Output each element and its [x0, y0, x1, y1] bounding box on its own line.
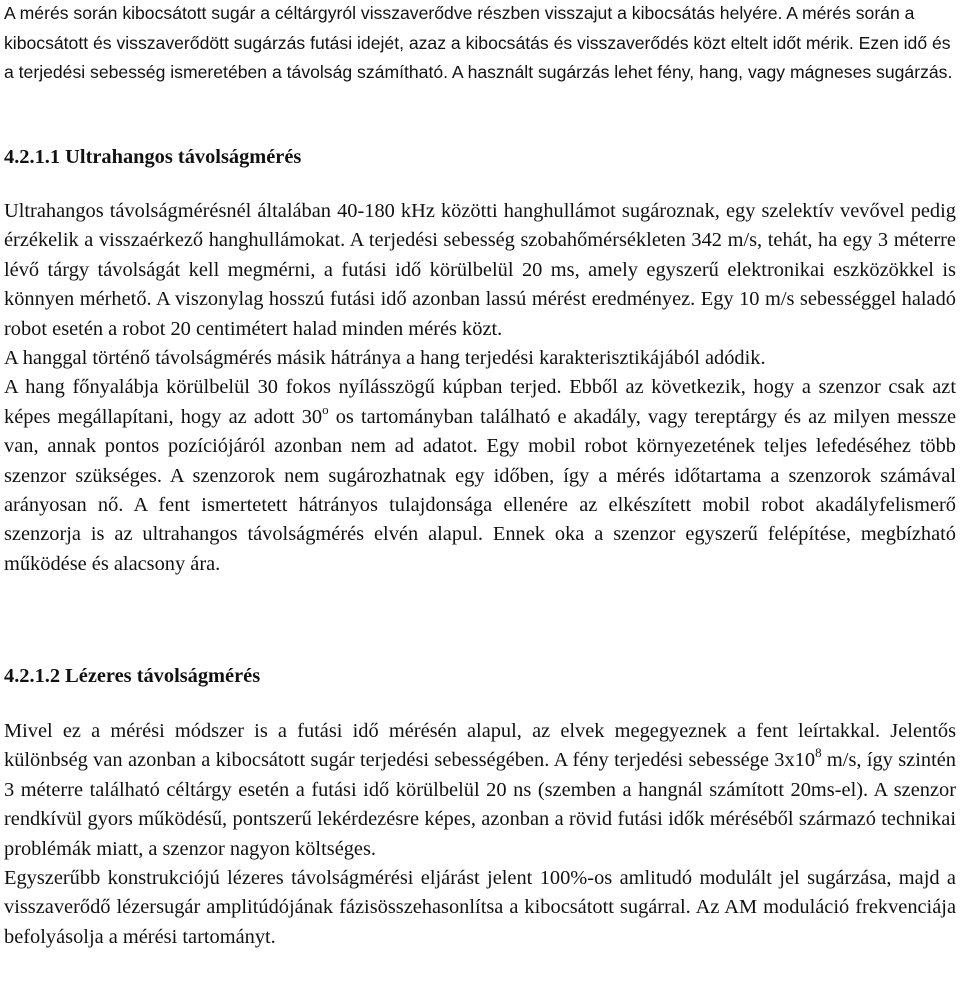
- section-heading-laser: 4.2.1.2 Lézeres távolságmérés: [4, 665, 261, 687]
- ultrasonic-paragraph-2: A hanggal történő távolságmérés másik hátránya a hang terjedési karakterisztikájából adódik.: [4, 347, 766, 370]
- degree-superscript: o: [322, 401, 329, 417]
- laser-section-body: [4, 717, 956, 952]
- ultrasonic-paragraph-3: [4, 373, 956, 579]
- ultrasonic-paragraph-3-text-a: A hang főnyalábja körülbelül 30 fokos nyílásszögű kúpban terjed. Ebből az következik, hogy a szenzor csak azt képes megállapítani, hogy az adott 30: [4, 376, 956, 428]
- laser-paragraph-1: [4, 717, 956, 864]
- laser-paragraph-2: Egyszerűbb konstrukciójú lézeres távolságmérési eljárást jelent 100%-os amlitudó modulált jel sugárzása, majd a visszaverődő lézersugár amplitúdójának fázisösszehasonlítsa a kibocsátott sugárral. Az AM moduláció frekvenciája befolyásolja a mérési tartományt.: [4, 867, 956, 948]
- intro-paragraph: A mérés során kibocsátott sugár a céltárgyról visszaverődve részben visszajut a kibocsátás helyére. A mérés során a kibocsátott és visszaverődött sugárzás futási idejét, azaz a kibocsátás és visszaverődés közt eltelt időt mérik. Ezen idő és a terjedési sebesség ismeretében a távolság számítható. A használt sugárzás lehet fény, hang, vagy mágneses sugárzás.: [4, 3, 953, 83]
- ultrasonic-section-body: [4, 197, 956, 579]
- laser-paragraph-1-text-b: m/s, így szintén 3 méterre található céltárgy esetén a futási idő körülbelül 20 ns (szemben a hangnál számított 20ms-el). A szenzor rendkívül gyors működésű, pontszerű lekérdezésre képes, azonban a rövid futási idők méréséből származó technikai problémák miatt, a szenzor nagyon költséges.: [4, 749, 956, 860]
- ultrasonic-paragraph-1: Ultrahangos távolságmérésnél általában 40-180 kHz közötti hanghullámot sugároznak, egy szelektív vevővel pedig érzékelik a visszaérkező hanghullámokat. A terjedési sebesség szobahőmérsékleten 342 m/s, tehát, ha egy 3 méterre lévő tárgy távolságát kell megmérni, a futási idő körülbelül 20 ms, amely egyszerű elektronikai eszközökkel is könnyen mérhető. A viszonylag hosszú futási idő azonban lassú mérést eredményez. Egy 10 m/s sebességgel haladó robot esetén a robot 20 centimétert halad minden mérés közt.: [4, 200, 956, 340]
- exponent-superscript: 8: [815, 745, 822, 761]
- laser-paragraph-1-text-a: Mivel ez a mérési módszer is a futási idő mérésén alapul, az elvek megegyeznek a fent leírtakkal. Jelentős különbség van azonban a kibocsátott sugár terjedési sebességében. A fény terjedési sebessége 3x10: [4, 720, 956, 772]
- ultrasonic-paragraph-3-text-b: os tartományban található e akadály, vagy tereptárgy és az milyen messze van, annak pontos pozíciójáról azonban nem ad adatot. Egy mobil robot környezetének teljes lefedéséhez több szenzor szükséges. A szenzorok nem sugározhatnak egy időben, így a mérés időtartama a szenzorok számával arányosan nő. A fent ismertetett hátrányos tulajdonsága ellenére az elkészített mobil robot akadályfelismerő szenzorja is az ultrahangos távolságmérés elvén alapul. Ennek oka a szenzor egyszerű felépítése, megbízható működése és alacsony ára.: [4, 405, 956, 575]
- section-heading-ultrasonic: 4.2.1.1 Ultrahangos távolságmérés: [4, 146, 302, 168]
